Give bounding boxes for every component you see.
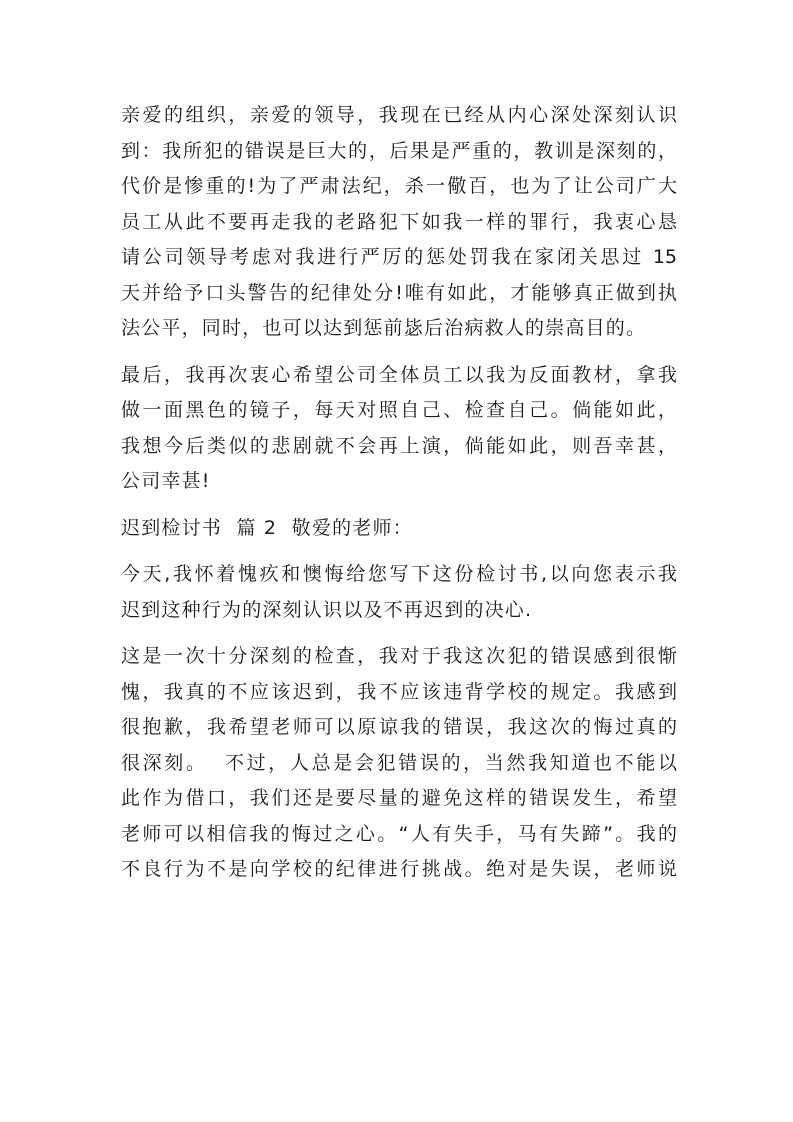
text-line: 做一面黑色的镜子，每天对照自己、检查自己。倘能如此， [121, 399, 677, 421]
paragraph-apology-to-company [121, 98, 677, 347]
text-line: 这是一次十分深刻的检查，我对于我这次犯的错误感到很惭 [121, 645, 677, 667]
text-line: 老师可以相信我的悔过之心。“人有失手，马有失蹄”。我的 [121, 822, 677, 845]
text-line: 代价是惨重的!为了严肃法纪，杀一儆百，也为了让公司广大 [121, 175, 677, 197]
text-line: 最后，我再次衷心希望公司全体员工以我为反面教材，拿我 [121, 363, 677, 386]
text-line: 迟到这种行为的深刻认识以及不再迟到的决心. [121, 598, 533, 621]
text-line: 法公平，同时，也可以达到惩前毖后治病救人的崇高目的。 [121, 317, 647, 339]
paragraph-closing-wish [121, 358, 677, 500]
text-line: 公司幸甚! [121, 470, 211, 492]
text-line: 很深刻。 不过，人总是会犯错误的，当然我知道也不能以 [121, 751, 677, 774]
text-line: 此作为借口，我们还是要尽量的避免这样的错误发生，希望 [121, 787, 677, 809]
paragraph-reflection [121, 639, 677, 888]
text-line: 不良行为不是向学校的纪律进行挑战。绝对是失误，老师说 [121, 858, 677, 880]
text-line: 我想今后类似的悲剧就不会再上演，倘能如此，则吾幸甚， [121, 434, 677, 457]
text-line: 愧，我真的不应该迟到，我不应该违背学校的规定。我感到 [121, 680, 677, 703]
text-line: 天并给予口头警告的纪律处分!唯有如此，才能够真正做到执 [121, 281, 677, 304]
section-heading [121, 511, 677, 547]
text-line: 很抱歉，我希望老师可以原谅我的错误，我这次的悔过真的 [121, 716, 677, 738]
text-line: 到：我所犯的错误是巨大的，后果是严重的，教训是深刻的， [121, 139, 677, 162]
heading-line: 迟到检讨书 篇 2 敬爱的老师： [121, 516, 413, 539]
text-line: 请公司领导考虑对我进行严厉的惩处罚我在家闭关思过 15 [121, 246, 677, 268]
text-line: 员工从此不要再走我的老路犯下如我一样的罪行，我衷心恳 [121, 210, 677, 233]
text-line: 亲爱的组织，亲爱的领导，我现在已经从内心深处深刻认识 [121, 104, 677, 126]
paragraph-intro-to-teacher [121, 557, 677, 628]
text-line: 今天,我怀着愧疚和懊悔给您写下这份检讨书,以向您表示我 [121, 563, 677, 585]
document-body [121, 98, 677, 899]
